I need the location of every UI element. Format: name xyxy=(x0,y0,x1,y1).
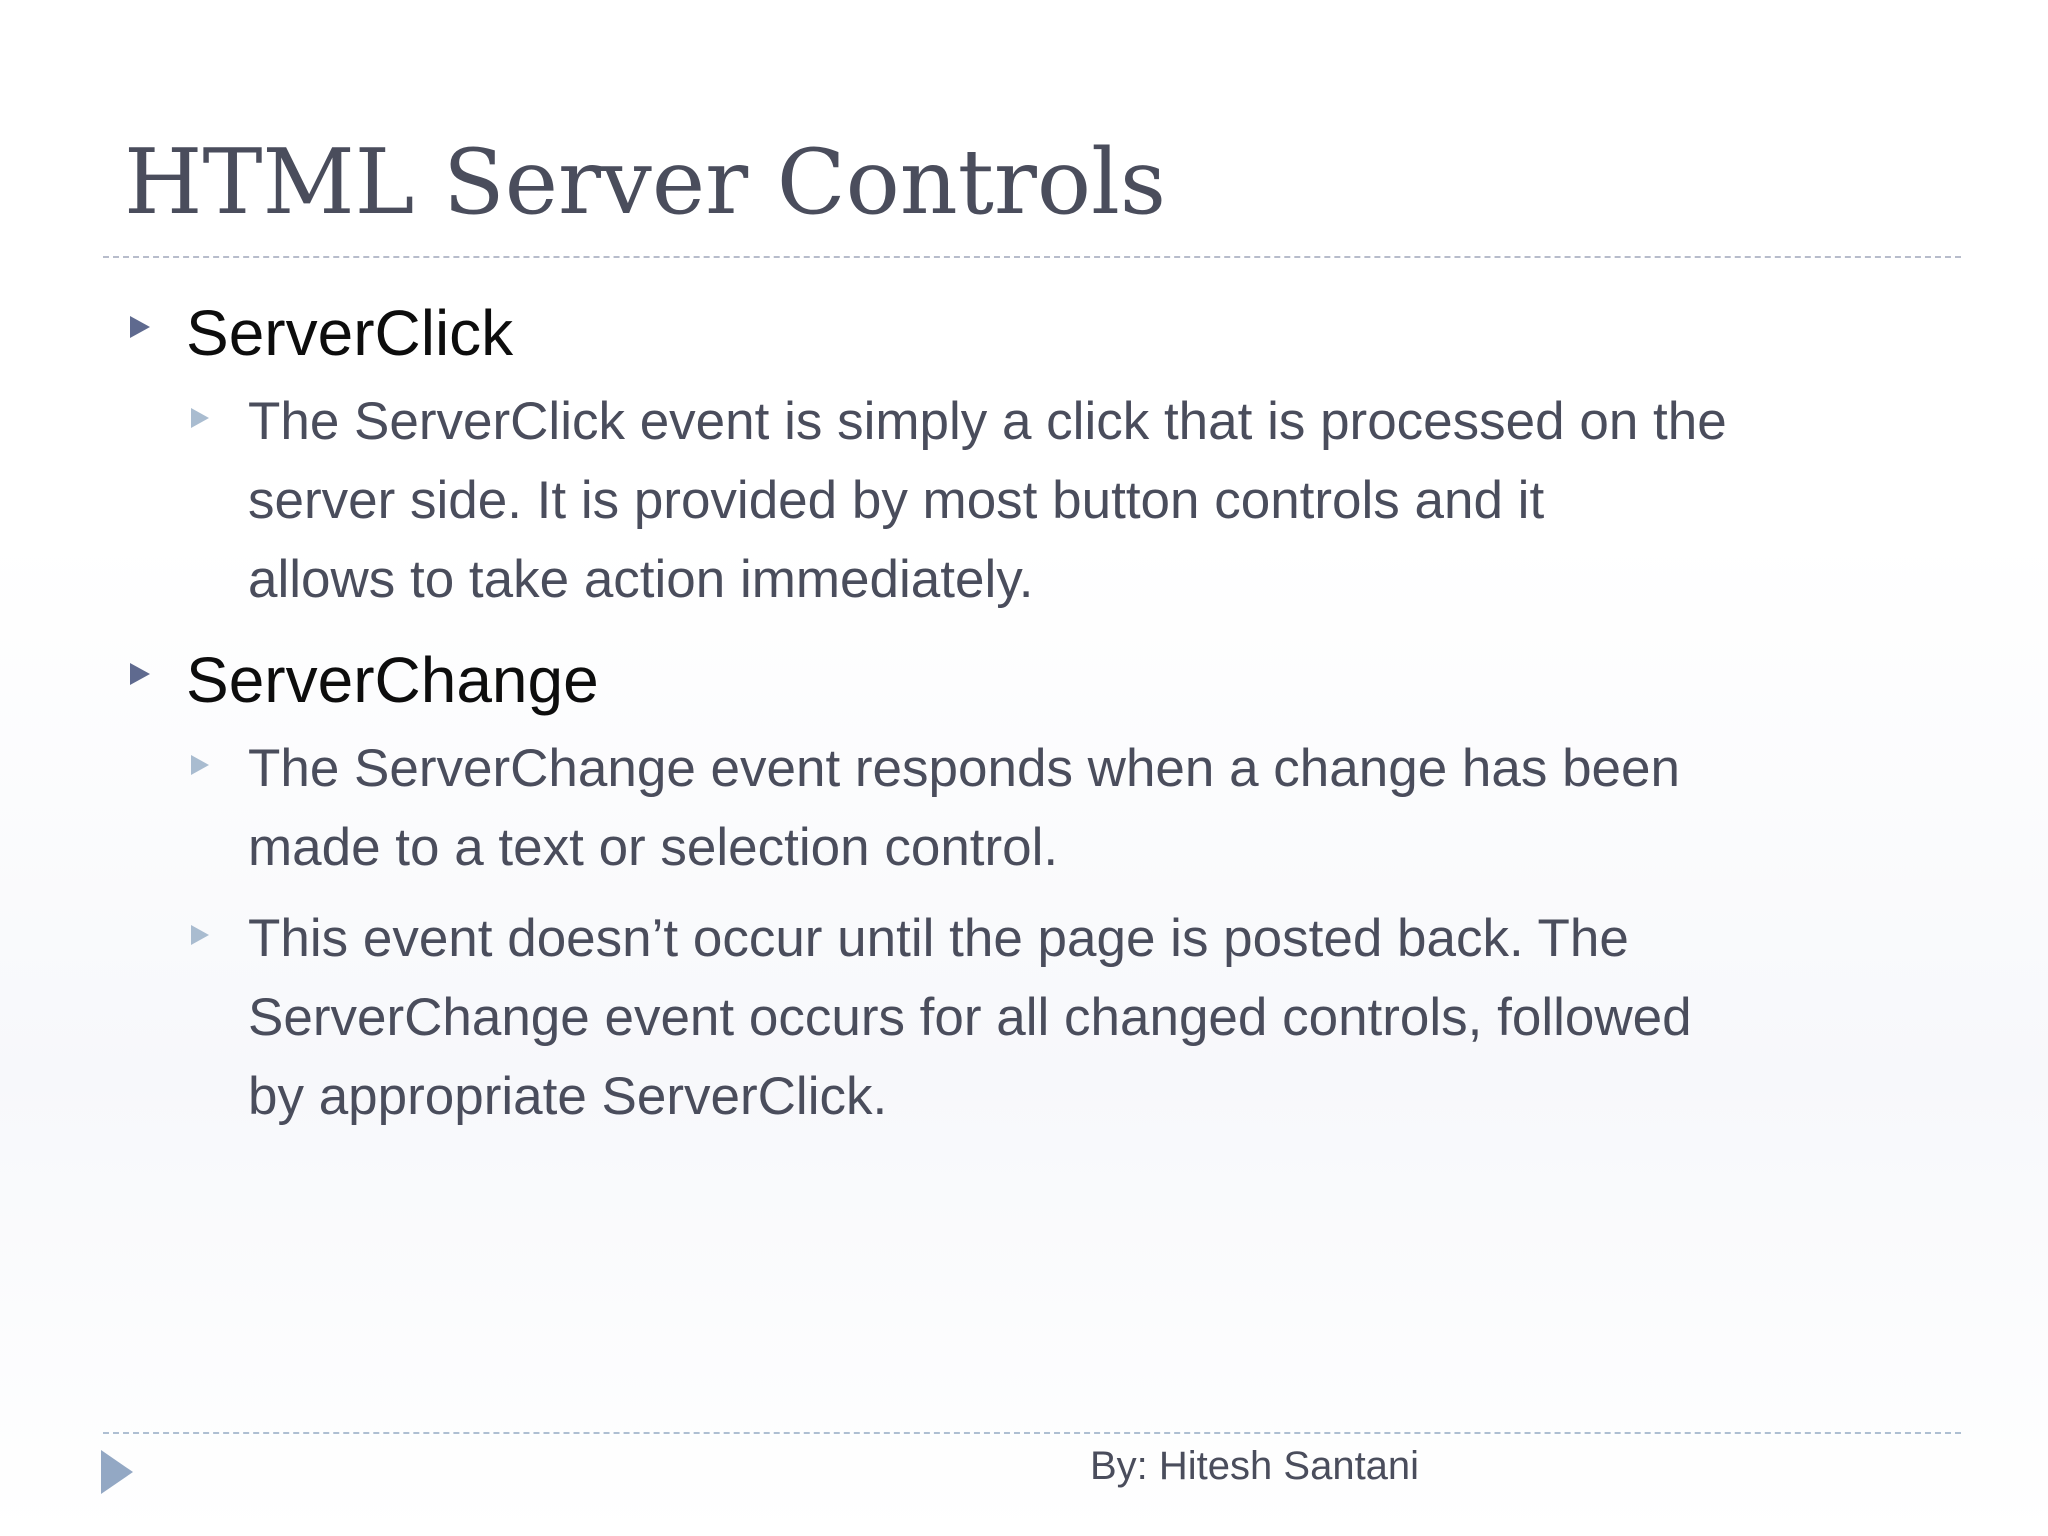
triangle-right-icon xyxy=(191,755,209,775)
sub-bullet-line: made to a text or selection control. xyxy=(248,818,1059,877)
footer-divider xyxy=(103,1432,1961,1434)
sub-bullet-line: allows to take action immediately. xyxy=(248,550,1034,609)
sub-bullet-serverchange-postback xyxy=(124,899,1944,1136)
bullet-serverchange xyxy=(124,639,1944,721)
triangle-right-icon xyxy=(130,316,150,338)
bullet-serverclick xyxy=(124,292,1944,374)
footer-author: By: Hitesh Santani xyxy=(1090,1444,1420,1488)
sub-bullet-line: server side. It is provided by most button controls and it xyxy=(248,471,1545,530)
triangle-right-icon xyxy=(130,663,150,685)
slide-title: HTML Server Controls xyxy=(124,130,1167,235)
triangle-right-icon xyxy=(101,1450,133,1494)
sub-bullet-serverchange-description xyxy=(124,729,1944,887)
slide-content xyxy=(124,292,1944,1136)
sub-bullet-line: This event doesn’t occur until the page is posted back. The xyxy=(248,909,1629,968)
sub-bullet-line: ServerChange event occurs for all changed controls, followed xyxy=(248,988,1692,1047)
bullet-heading: ServerClick xyxy=(186,297,514,369)
sub-bullet-serverclick-description xyxy=(124,382,1944,619)
title-divider xyxy=(103,256,1961,258)
sub-bullet-line: by appropriate ServerClick. xyxy=(248,1067,888,1126)
sub-bullet-line: The ServerClick event is simply a click that is processed on the xyxy=(248,392,1727,451)
triangle-right-icon xyxy=(191,925,209,945)
sub-bullet-line: The ServerChange event responds when a change has been xyxy=(248,739,1680,798)
triangle-right-icon xyxy=(191,408,209,428)
bullet-heading: ServerChange xyxy=(186,644,599,716)
